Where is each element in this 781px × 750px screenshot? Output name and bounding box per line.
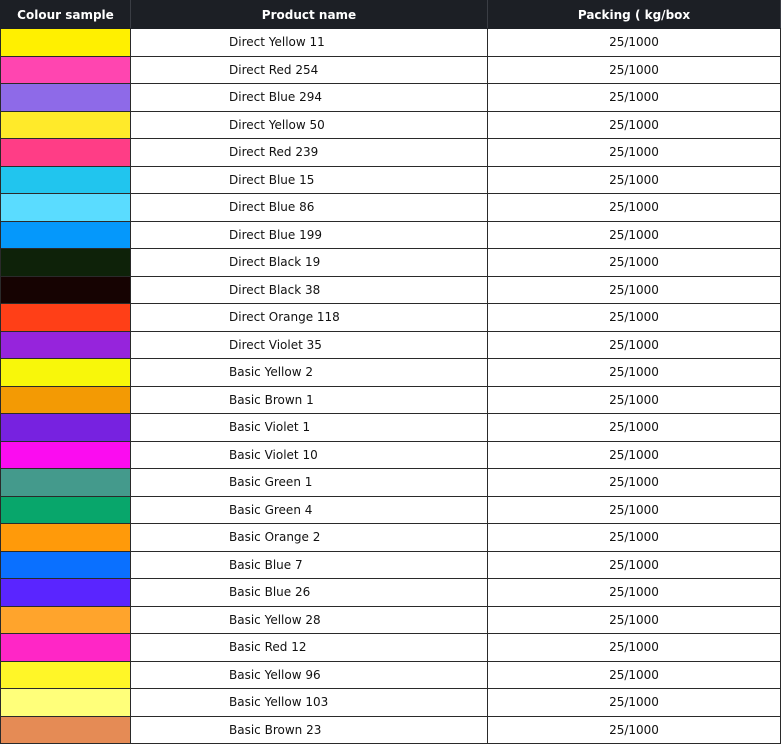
packing-cell: 25/1000: [488, 661, 781, 689]
product-name-cell: Direct Yellow 50: [131, 111, 488, 139]
packing-cell: 25/1000: [488, 606, 781, 634]
table-row: [1, 716, 781, 744]
packing-cell: 25/1000: [488, 386, 781, 414]
packing-cell: 25/1000: [488, 551, 781, 579]
product-name-cell: Basic Blue 26: [131, 579, 488, 607]
product-name-cell: Basic Green 4: [131, 496, 488, 524]
table-header: [1, 1, 781, 29]
packing-cell: 25/1000: [488, 249, 781, 277]
product-name-cell: Direct Blue 199: [131, 221, 488, 249]
colour-swatch: [1, 414, 131, 442]
colour-swatch: [1, 276, 131, 304]
packing-cell: 25/1000: [488, 524, 781, 552]
product-name-cell: Direct Yellow 11: [131, 29, 488, 57]
product-name-cell: Basic Yellow 103: [131, 689, 488, 717]
table-row: [1, 276, 781, 304]
colour-swatch: [1, 441, 131, 469]
table-row: [1, 386, 781, 414]
table-row: [1, 331, 781, 359]
packing-cell: 25/1000: [488, 634, 781, 662]
product-name-cell: Direct Red 254: [131, 56, 488, 84]
product-name-cell: Direct Black 38: [131, 276, 488, 304]
colour-swatch: [1, 469, 131, 497]
header-row: [1, 1, 781, 29]
header-colour-sample: Colour sample: [1, 1, 131, 29]
colour-swatch: [1, 689, 131, 717]
product-name-cell: Direct Blue 15: [131, 166, 488, 194]
packing-cell: 25/1000: [488, 496, 781, 524]
product-name-cell: Basic Yellow 96: [131, 661, 488, 689]
table-row: [1, 606, 781, 634]
colour-swatch: [1, 716, 131, 744]
packing-cell: 25/1000: [488, 84, 781, 112]
table-row: [1, 221, 781, 249]
colour-swatch: [1, 496, 131, 524]
packing-cell: 25/1000: [488, 221, 781, 249]
product-name-cell: Basic Orange 2: [131, 524, 488, 552]
packing-cell: 25/1000: [488, 331, 781, 359]
table-row: [1, 551, 781, 579]
product-name-cell: Basic Violet 10: [131, 441, 488, 469]
packing-cell: 25/1000: [488, 689, 781, 717]
table-row: [1, 524, 781, 552]
colour-swatch: [1, 579, 131, 607]
colour-swatch: [1, 84, 131, 112]
table-row: [1, 249, 781, 277]
product-name-cell: Basic Brown 1: [131, 386, 488, 414]
product-name-cell: Direct Blue 294: [131, 84, 488, 112]
table-row: [1, 359, 781, 387]
product-name-cell: Direct Blue 86: [131, 194, 488, 222]
product-name-cell: Basic Brown 23: [131, 716, 488, 744]
table-row: [1, 661, 781, 689]
colour-swatch: [1, 221, 131, 249]
colour-swatch: [1, 166, 131, 194]
table-row: [1, 84, 781, 112]
table-row: [1, 29, 781, 57]
colour-swatch: [1, 111, 131, 139]
product-name-cell: Direct Violet 35: [131, 331, 488, 359]
table-row: [1, 496, 781, 524]
table-row: [1, 111, 781, 139]
packing-cell: 25/1000: [488, 716, 781, 744]
colour-swatch: [1, 29, 131, 57]
colour-swatch: [1, 194, 131, 222]
product-name-cell: Basic Violet 1: [131, 414, 488, 442]
colour-swatch: [1, 524, 131, 552]
packing-cell: 25/1000: [488, 56, 781, 84]
colour-swatch: [1, 551, 131, 579]
packing-cell: 25/1000: [488, 111, 781, 139]
packing-cell: 25/1000: [488, 194, 781, 222]
colour-swatch: [1, 359, 131, 387]
colour-swatch: [1, 139, 131, 167]
table-row: [1, 469, 781, 497]
colour-swatch: [1, 56, 131, 84]
packing-cell: 25/1000: [488, 276, 781, 304]
header-product-name: Product name: [131, 1, 488, 29]
colour-swatch: [1, 331, 131, 359]
packing-cell: 25/1000: [488, 29, 781, 57]
table-row: [1, 194, 781, 222]
colour-swatch: [1, 249, 131, 277]
table-row: [1, 139, 781, 167]
colour-swatch: [1, 386, 131, 414]
product-name-cell: Basic Blue 7: [131, 551, 488, 579]
table-row: [1, 441, 781, 469]
table-row: [1, 56, 781, 84]
product-name-cell: Direct Orange 118: [131, 304, 488, 332]
packing-cell: 25/1000: [488, 441, 781, 469]
packing-cell: 25/1000: [488, 139, 781, 167]
table-row: [1, 689, 781, 717]
table-row: [1, 166, 781, 194]
product-name-cell: Basic Yellow 28: [131, 606, 488, 634]
colour-swatch: [1, 606, 131, 634]
packing-cell: 25/1000: [488, 414, 781, 442]
colour-swatch: [1, 661, 131, 689]
packing-cell: 25/1000: [488, 579, 781, 607]
table-row: [1, 414, 781, 442]
colour-swatch: [1, 634, 131, 662]
table-body: [1, 29, 781, 744]
packing-cell: 25/1000: [488, 304, 781, 332]
packing-cell: 25/1000: [488, 359, 781, 387]
table-row: [1, 634, 781, 662]
colour-swatch: [1, 304, 131, 332]
product-name-cell: Direct Red 239: [131, 139, 488, 167]
header-packing: Packing ( kg/box: [488, 1, 781, 29]
product-name-cell: Basic Green 1: [131, 469, 488, 497]
packing-cell: 25/1000: [488, 166, 781, 194]
table-row: [1, 304, 781, 332]
product-name-cell: Basic Red 12: [131, 634, 488, 662]
packing-cell: 25/1000: [488, 469, 781, 497]
table-row: [1, 579, 781, 607]
product-name-cell: Direct Black 19: [131, 249, 488, 277]
product-name-cell: Basic Yellow 2: [131, 359, 488, 387]
